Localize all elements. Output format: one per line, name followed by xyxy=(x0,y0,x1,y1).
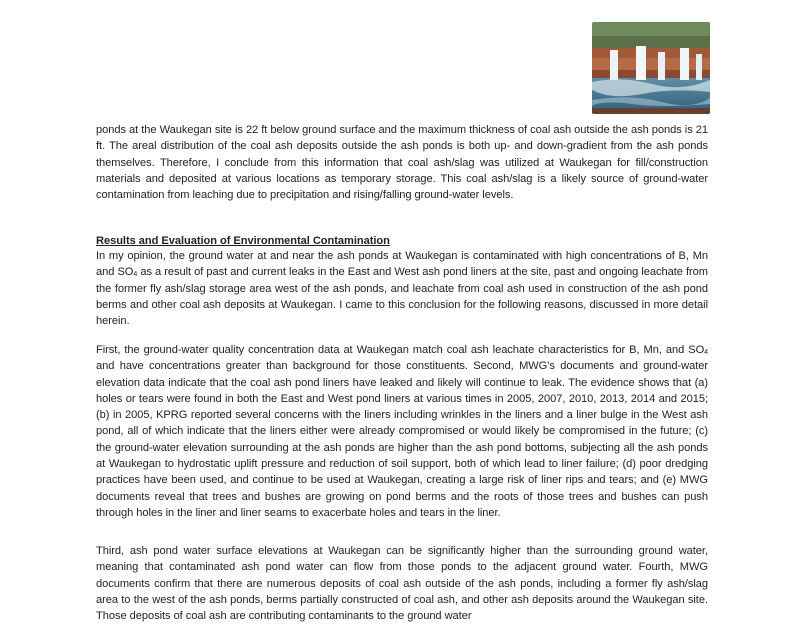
paragraph-text xyxy=(96,342,708,521)
paragraph-ash-distribution xyxy=(96,122,708,203)
paragraph-text: Third, ash pond water surface elevations at Waukegan can be significantly higher than the surrounding ground water, meaning that contaminated ash pond water can flow from those ponds to the adjacent ground water. Fourth, MWG documents confirm that there are numerous deposits of coal ash outside of the ash ponds, including a former fly ash/slag area to the west of the ash ponds, berms partially constructed of coal ash, and other ash deposits around the Waukegan site. Those deposits of coal ash are contributing contaminants to the ground water xyxy=(96,545,708,623)
paragraph-opinion xyxy=(96,248,708,329)
paragraph-evidence xyxy=(96,342,708,521)
section-heading xyxy=(96,233,708,249)
subscript: 4 xyxy=(133,271,138,279)
text-span: In my opinion, the ground water at and near the ash ponds at Waukegan is contaminated with high concentrations of B, Mn and SO xyxy=(96,250,708,279)
paragraph-text: ponds at the Waukegan site is 22 ft below ground surface and the maximum thickness of coal ash outside the ash ponds is 21 ft. The areal distribution of the coal ash deposits outside the ash ponds is both up- and down-gradient from the ash ponds themselves. Therefore, I conclude from this information that coal ash/slag was utilized at Waukegan for fill/construction materials and deposited at various locations as temporary storage. This coal ash/slag is a likely source of ground-water contamination from leaching due to precipitation and rising/falling ground-water levels. xyxy=(96,124,708,202)
text-span: as a result of past and current leaks in the East and West ash pond liners at the site, past and ongoing leachate from the former fly ash/slag storage area west of the ash ponds, and leachate from coal ash used in construction of the ash pond berms and other coal ash deposits at Waukegan. I came to this conclusion for the following reasons, discussed in more detail herein. xyxy=(96,266,708,328)
subscript: 4 xyxy=(704,349,708,356)
heading-text: Results and Evaluation of Environmental Contamination xyxy=(96,235,390,247)
waterfall-photo xyxy=(592,22,710,114)
text-span: First, the ground-water quality concentration data at Waukegan match coal ash leachate characteristics for B, Mn, and SO xyxy=(96,344,705,356)
paragraph-text xyxy=(96,248,708,329)
paragraph-third xyxy=(96,543,708,624)
text-span: and have concentrations greater than background for those constituents. Second, MWG's documents and ground-water elevation data indicate that the coal ash pond liners have leaked and likely will continue to leak. The evidence shows that (a) holes or tears were found in both the East and West pond liners at various times in 2005, 2007, 2010, 2013, 2014 and 2015; (b) in 2005, KPRG reported several concerns with the liners including wrinkles in the liners and a liner bulge in the West ash pond, all of which indicate that the liners either were already compromised or would likely be compromised in the future; (c) the ground-water elevation surrounding at the ash ponds are higher than the ash pond bottoms, subjecting all the ash ponds at Waukegan to hydrostatic uplift pressure and reduction of soil support, both of which lead to liner failure; (d) poor dredging practices have been used, and continue to be used at Waukegan, creating a large risk of liner rips and tears; and (e) MWG documents reveal that trees and bushes are growing on pond berms and the roots of those trees and bushes can push through holes in the liner and liner seams to exacerbate holes and tears in the liner. xyxy=(96,360,708,519)
